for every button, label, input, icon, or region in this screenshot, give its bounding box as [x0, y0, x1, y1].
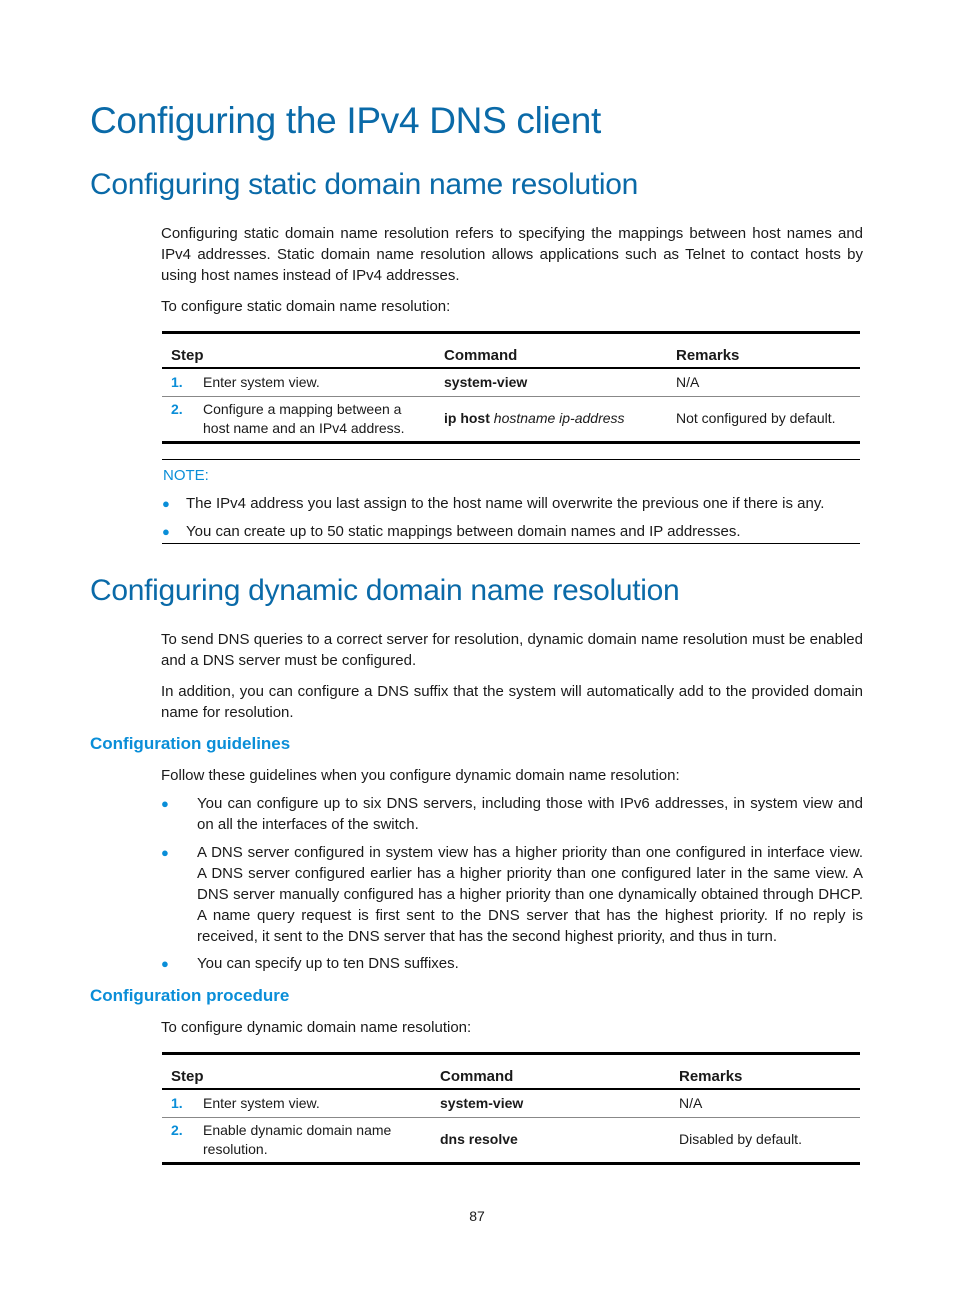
bullet-icon: ●: [162, 496, 170, 511]
bullet-icon: ●: [161, 845, 169, 860]
step-number: 1.: [171, 373, 183, 390]
dynamic-intro-paragraph: To send DNS queries to a correct server for resolution, dynamic domain name resolution must be enabled and a DNS server must be configured.: [161, 631, 863, 669]
guidelines-list: [161, 793, 863, 978]
list-item: ● You can configure up to six DNS servers, including those with IPv6 addresses, in system view and on all the interfaces of the switch.: [161, 795, 863, 833]
step-text: Enable dynamic domain name resolution.: [203, 1121, 392, 1157]
table-row: [162, 368, 860, 396]
list-item: ● A DNS server configured in system view has a higher priority than one configured in interface view. A DNS server configured earlier has a higher priority than one configured later in the same view. A DNS server manually configured has a higher priority than one dynamically obtained through DHCP. A name query request is first sent to the DNS server that has the highest priority. If no reply is received, it sent to the DNS server that has the second highest priority, and thus in turn.: [161, 844, 863, 945]
guidelines-lead-text: Follow these guidelines when you configure dynamic domain name resolution:: [161, 767, 680, 784]
procedure-lead-text: To configure dynamic domain name resolution:: [161, 1019, 472, 1036]
table-row: [162, 1089, 860, 1117]
list-item: ● You can specify up to ten DNS suffixes.: [161, 955, 459, 972]
col-header-step: Step: [171, 347, 204, 364]
step-text: Enter system view.: [203, 373, 320, 390]
table-row: [162, 1117, 860, 1163]
note-title: NOTE:: [163, 467, 209, 484]
table-row: [162, 396, 860, 442]
static-lead-text: To configure static domain name resolution:: [161, 298, 451, 315]
command-text: ip host: [444, 410, 490, 426]
command-text: system-view: [444, 373, 528, 390]
col-header-remarks: Remarks: [679, 1068, 743, 1085]
step-number: 2.: [171, 400, 183, 417]
note-item: ● You can create up to 50 static mappings between domain names and IP addresses.: [162, 523, 741, 540]
guidelines-heading: Configuration guidelines: [90, 734, 291, 753]
col-header-remarks: Remarks: [676, 347, 740, 364]
static-config-table: [162, 331, 860, 444]
step-text: Configure a mapping between a host name and an IPv4 address.: [203, 400, 405, 436]
bullet-icon: ●: [161, 956, 169, 971]
step-text: Enter system view.: [203, 1094, 320, 1111]
remarks-text: Disabled by default.: [679, 1131, 802, 1147]
procedure-heading: Configuration procedure: [90, 986, 290, 1005]
note-box: [162, 459, 860, 544]
dynamic-resolution-heading: Configuring dynamic domain name resolution: [90, 574, 680, 607]
dynamic-config-table: [162, 1052, 860, 1165]
note-item: ● The IPv4 address you last assign to the host name will overwrite the previous one if there is any.: [162, 495, 825, 512]
command-args: hostname ip-address: [493, 410, 625, 426]
command-text: dns resolve: [440, 1131, 518, 1147]
page-title: Configuring the IPv4 DNS client: [90, 100, 602, 141]
static-intro-paragraph: Configuring static domain name resolution refers to specifying the mappings between host names and IPv4 addresses. Static domain name resolution allows applications such as Telnet to contact hosts by using host names instead of IPv4 addresses.: [161, 225, 863, 284]
col-header-command: Command: [444, 347, 518, 364]
bullet-icon: ●: [162, 524, 170, 539]
table-header-row: [162, 1054, 860, 1090]
bullet-icon: ●: [161, 796, 169, 811]
page-number: 87: [469, 1208, 485, 1224]
col-header-step: Step: [171, 1068, 204, 1085]
table-header-row: [162, 333, 860, 369]
remarks-text: Not configured by default.: [676, 410, 836, 426]
remarks-text: N/A: [676, 373, 700, 390]
dynamic-suffix-paragraph: In addition, you can configure a DNS suffix that the system will automatically add to the provided domain name for resolution.: [161, 683, 863, 721]
col-header-command: Command: [440, 1068, 514, 1085]
remarks-text: N/A: [679, 1094, 703, 1111]
step-number: 2.: [171, 1121, 183, 1138]
step-number: 1.: [171, 1094, 183, 1111]
command-text: system-view: [440, 1094, 524, 1111]
static-resolution-heading: Configuring static domain name resolution: [90, 168, 639, 201]
